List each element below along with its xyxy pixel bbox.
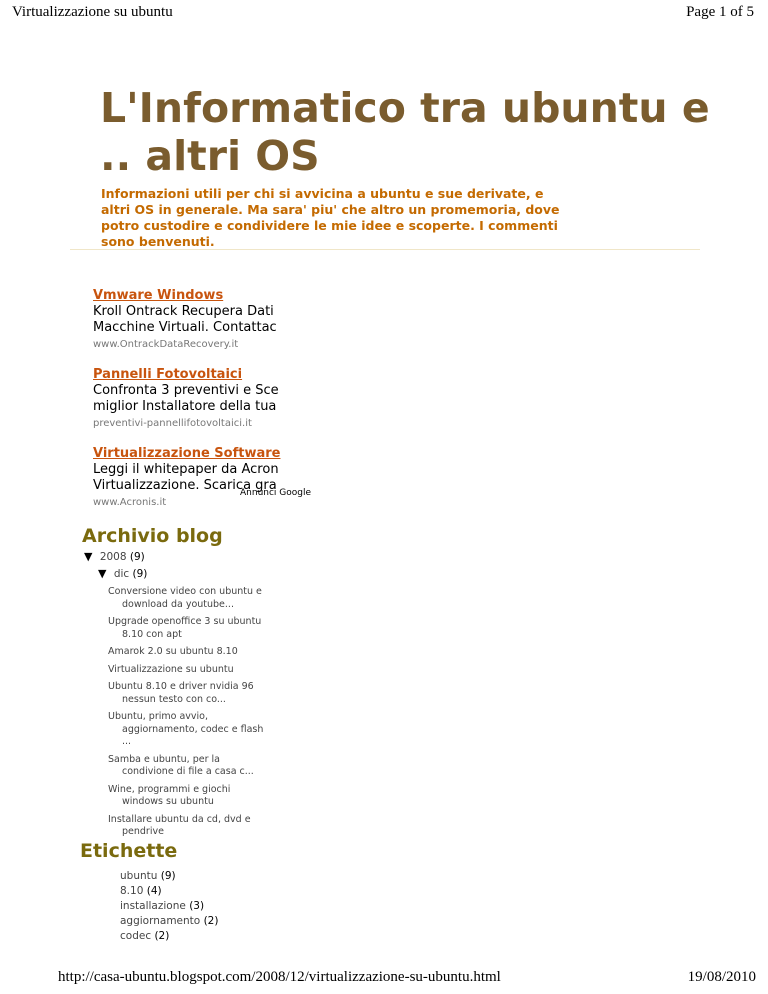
archive-post-link[interactable]: Wine, programmi e giochi windows su ubuntu [108, 783, 231, 807]
label-count: (2) [154, 930, 170, 942]
archive-post-link[interactable]: Virtualizzazione su ubuntu [108, 663, 234, 675]
expand-toggle-icon[interactable]: ▼ [84, 550, 93, 563]
archive-title: Archivio blog [82, 525, 223, 547]
ad-title-link[interactable]: Pannelli Fotovoltaici [93, 367, 243, 382]
ad-text: Macchine Virtuali. Contattac [93, 320, 277, 335]
archive-post-link[interactable]: Samba e ubuntu, per la condivione di file a casa c... [108, 753, 254, 777]
ad-text: miglior Installatore della tua [93, 399, 277, 414]
ad-text: Virtualizzazione. Scarica gra [93, 478, 277, 493]
archive-month-count: (9) [132, 568, 148, 580]
ad-url[interactable]: www.Acronis.it [93, 497, 167, 508]
header-divider [70, 249, 700, 250]
archive-post-link[interactable]: Ubuntu, primo avvio, aggiornamento, codec e flash ... [108, 711, 264, 747]
labels-list [120, 869, 219, 942]
archive-year-link[interactable]: 2008 [99, 551, 127, 563]
label-link[interactable]: ubuntu [120, 870, 158, 882]
archive-post-link[interactable]: Installare ubuntu da cd, dvd e pendrive [108, 813, 251, 837]
archive-post-link[interactable]: Conversione video con ubuntu e download da youtube... [108, 586, 262, 610]
ad-title-link[interactable]: Virtualizzazione Software [93, 446, 281, 461]
label-item [120, 929, 218, 944]
ad-item [93, 287, 277, 352]
ad-url[interactable]: www.OntrackDataRecovery.it [93, 339, 239, 350]
label-count: (9) [160, 870, 176, 882]
label-link[interactable]: aggiornamento [120, 915, 201, 927]
archive-year-count: (9) [129, 551, 145, 563]
archive-year [84, 550, 284, 564]
ad-text: Kroll Ontrack Recupera Dati [93, 304, 274, 319]
ad-url[interactable]: preventivi-pannellifotovoltaici.it [93, 418, 252, 429]
label-item [120, 899, 218, 914]
archive-post-link[interactable]: Amarok 2.0 su ubuntu 8.10 [108, 646, 238, 657]
label-count: (2) [203, 915, 219, 927]
label-item [120, 884, 218, 899]
label-link[interactable]: installazione [120, 900, 186, 912]
archive-month [98, 567, 284, 581]
blog-title[interactable]: L'Informatico tra ubuntu e .. altri OS [100, 84, 710, 180]
ad-text: Leggi il whitepaper da Acron [93, 462, 279, 477]
label-item [120, 914, 218, 929]
print-footer-date: 19/08/2010 [687, 969, 756, 985]
print-header-title: Virtualizzazione su ubuntu [12, 4, 173, 20]
print-header-page: Page 1 of 5 [686, 4, 754, 20]
archive-post-link[interactable]: Ubuntu 8.10 e driver nvidia 96 nessun testo con co... [108, 681, 254, 705]
blog-description: Informazioni utili per chi si avvicina a ubuntu e sue derivate, e altri OS in generale. Ma sara' piu' che altro un promemoria, dove potro custodire e condividere le mie idee e scoperte. I commenti sono benvenuti. [101, 186, 560, 249]
label-count: (3) [189, 900, 205, 912]
archive-month-link[interactable]: dic [113, 568, 130, 580]
label-link[interactable]: 8.10 [120, 885, 144, 897]
print-footer-url: http://casa-ubuntu.blogspot.com/2008/12/virtualizzazione-su-ubuntu.html [58, 969, 501, 985]
label-count: (4) [146, 885, 162, 897]
label-item [120, 869, 218, 884]
labels-title: Etichette [80, 840, 178, 862]
ad-title-link[interactable]: Vmware Windows [93, 288, 224, 303]
archive-post-list [108, 586, 284, 839]
ad-text: Confronta 3 preventivi e Sce [93, 383, 279, 398]
ads-attribution-link[interactable]: Annunci Google [240, 488, 312, 498]
archive-post-link[interactable]: Upgrade openoffice 3 su ubuntu 8.10 con apt [108, 616, 262, 640]
label-link[interactable]: codec [120, 930, 152, 942]
expand-toggle-icon[interactable]: ▼ [98, 567, 107, 580]
ad-item [93, 366, 279, 431]
archive-widget [84, 550, 284, 839]
